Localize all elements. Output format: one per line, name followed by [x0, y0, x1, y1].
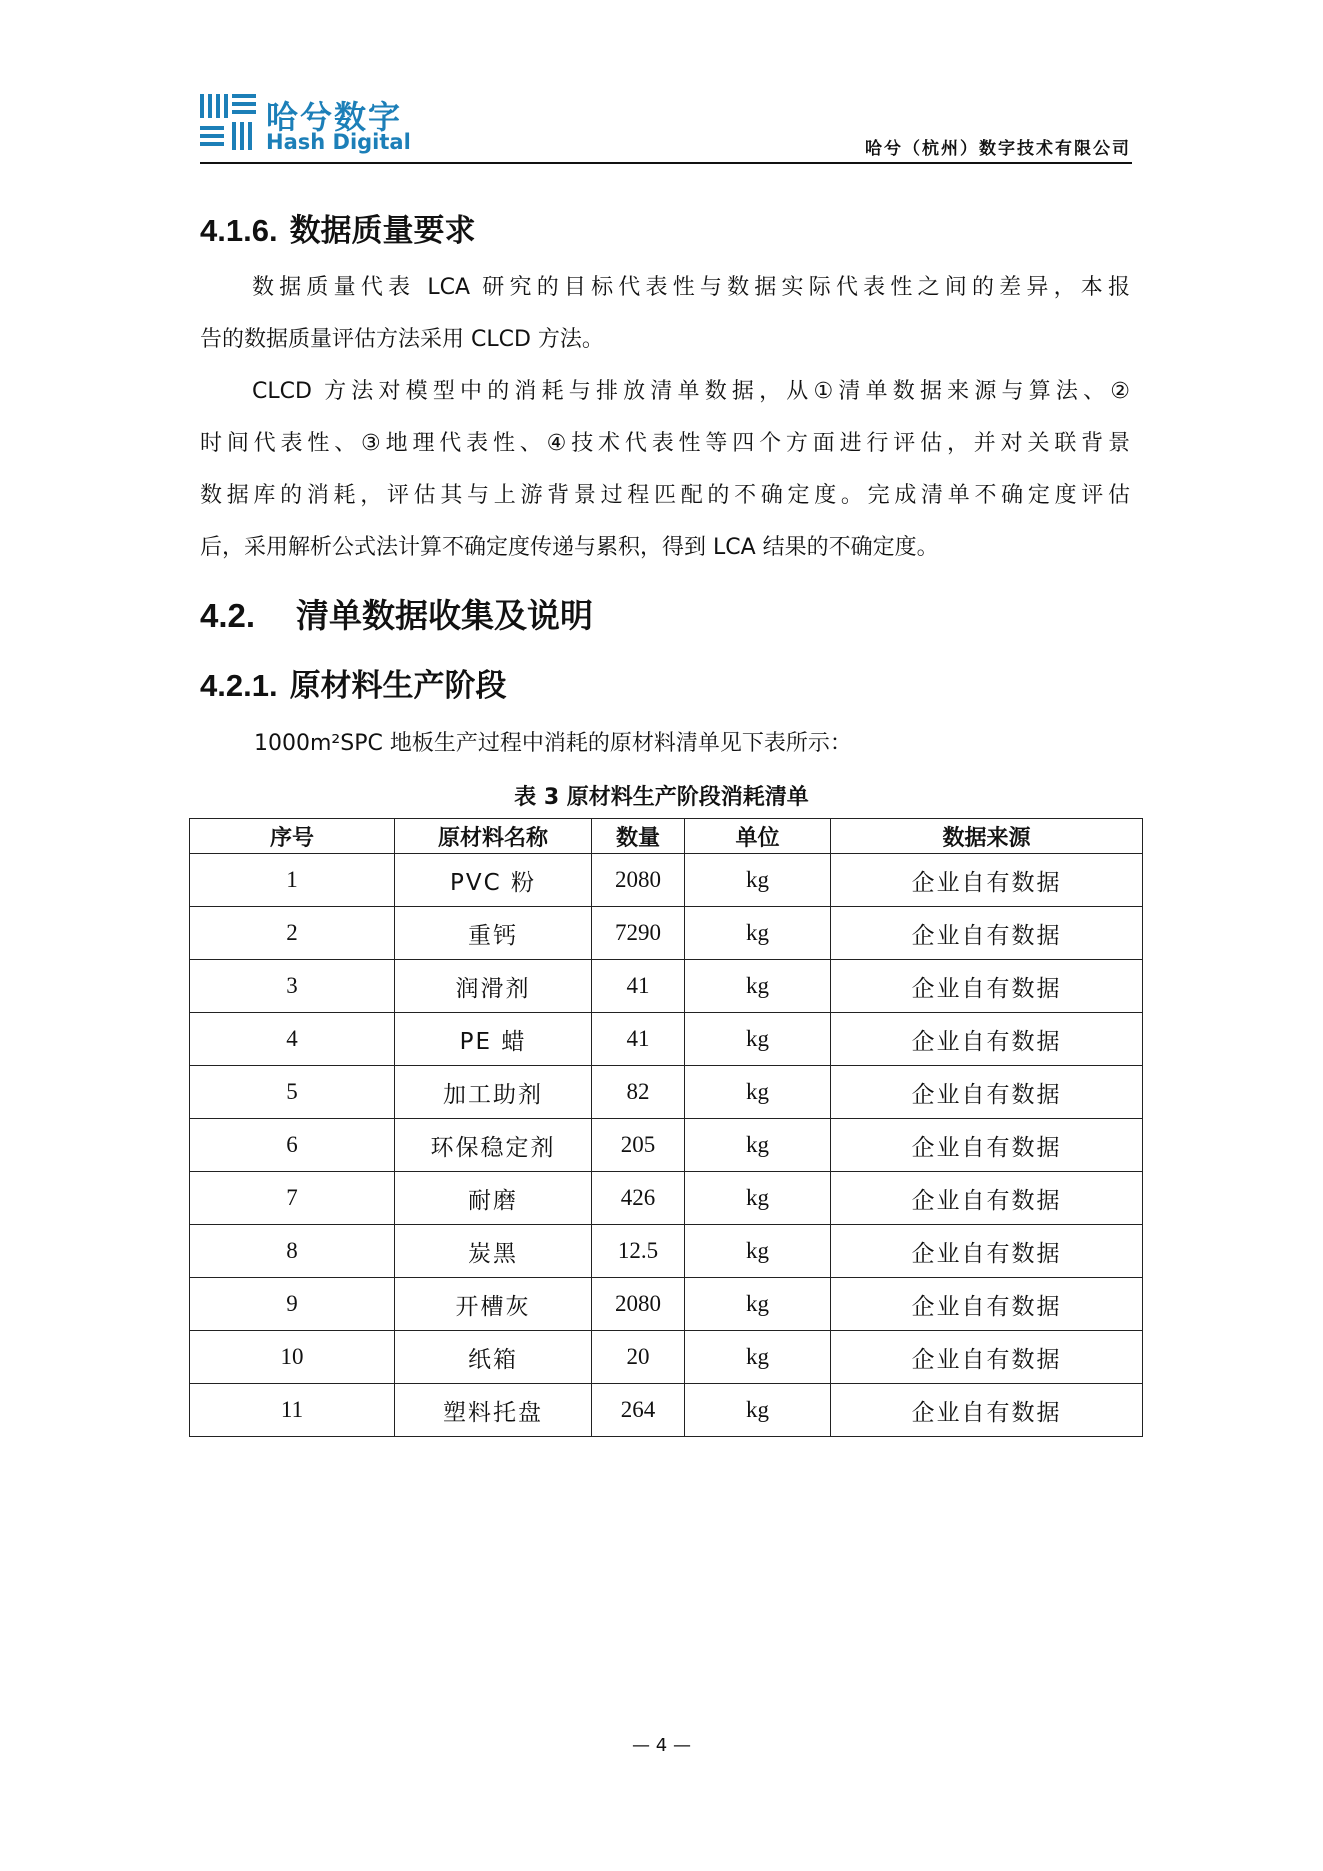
cell-unit: kg	[685, 1225, 831, 1278]
paragraph-data-quality-2	[200, 366, 1130, 574]
cell-quantity: 426	[592, 1172, 685, 1225]
cell-index: 3	[190, 960, 395, 1013]
heading-title: 数据质量要求	[289, 213, 476, 249]
cell-source: 企业自有数据	[831, 1172, 1143, 1225]
cell-index: 7	[190, 1172, 395, 1225]
cell-quantity: 41	[592, 960, 685, 1013]
cell-source: 企业自有数据	[831, 854, 1143, 907]
company-logo	[200, 92, 410, 154]
cell-material: PE 蜡	[395, 1013, 592, 1066]
cell-index: 11	[190, 1384, 395, 1437]
cell-material: 开槽灰	[395, 1278, 592, 1331]
paragraph-line: CLCD 方法对模型中的消耗与排放清单数据，从①清单数据来源与算法、②	[252, 379, 1130, 404]
cell-source: 企业自有数据	[831, 1384, 1143, 1437]
heading-title: 原材料生产阶段	[289, 668, 507, 704]
heading-4-2-1	[200, 660, 507, 705]
table-caption: 表 3 原材料生产阶段消耗清单	[514, 785, 809, 810]
cell-quantity: 2080	[592, 854, 685, 907]
paragraph-line: 告的数据质量评估方法采用 CLCD 方法。	[200, 327, 604, 352]
logo-english-name: Hash Digital	[266, 130, 411, 154]
table-row	[190, 1013, 1143, 1066]
heading-4-1-6	[200, 205, 476, 250]
cell-source: 企业自有数据	[831, 1119, 1143, 1172]
cell-source: 企业自有数据	[831, 1278, 1143, 1331]
header-company-name: 哈兮（杭州）数字技术有限公司	[865, 139, 1131, 159]
paragraph-data-quality-1	[200, 262, 1130, 366]
cell-unit: kg	[685, 1278, 831, 1331]
cell-quantity: 2080	[592, 1278, 685, 1331]
raw-material-table	[189, 818, 1143, 1437]
heading-number: 4.2.	[200, 597, 256, 634]
cell-material: 重钙	[395, 907, 592, 960]
paragraph-line: 时间代表性、③地理代表性、④技术代表性等四个方面进行评估，并对关联背景	[200, 431, 1130, 456]
cell-quantity: 264	[592, 1384, 685, 1437]
cell-unit: kg	[685, 907, 831, 960]
cell-material: 炭黑	[395, 1225, 592, 1278]
table-row	[190, 1384, 1143, 1437]
cell-index: 10	[190, 1331, 395, 1384]
cell-index: 1	[190, 854, 395, 907]
cell-material: 纸箱	[395, 1331, 592, 1384]
cell-unit: kg	[685, 854, 831, 907]
cell-material: 润滑剂	[395, 960, 592, 1013]
cell-source: 企业自有数据	[831, 960, 1143, 1013]
header-cell-quantity: 数量	[592, 819, 685, 854]
header-cell-index: 序号	[190, 819, 395, 854]
table-row	[190, 1331, 1143, 1384]
cell-unit: kg	[685, 960, 831, 1013]
cell-index: 9	[190, 1278, 395, 1331]
cell-material: 加工助剂	[395, 1066, 592, 1119]
heading-title: 清单数据收集及说明	[296, 596, 593, 635]
cell-quantity: 20	[592, 1331, 685, 1384]
table-row	[190, 854, 1143, 907]
cell-index: 4	[190, 1013, 395, 1066]
table-row	[190, 1066, 1143, 1119]
cell-source: 企业自有数据	[831, 1331, 1143, 1384]
header-cell-material: 原材料名称	[395, 819, 592, 854]
header-divider	[200, 162, 1132, 164]
cell-quantity: 205	[592, 1119, 685, 1172]
header-cell-unit: 单位	[685, 819, 831, 854]
cell-source: 企业自有数据	[831, 1066, 1143, 1119]
cell-unit: kg	[685, 1066, 831, 1119]
cell-unit: kg	[685, 1013, 831, 1066]
cell-quantity: 12.5	[592, 1225, 685, 1278]
cell-quantity: 41	[592, 1013, 685, 1066]
table-header-row	[190, 819, 1143, 854]
table-row	[190, 907, 1143, 960]
cell-material: 塑料托盘	[395, 1384, 592, 1437]
table-row	[190, 1225, 1143, 1278]
cell-unit: kg	[685, 1172, 831, 1225]
cell-index: 5	[190, 1066, 395, 1119]
cell-unit: kg	[685, 1119, 831, 1172]
heading-number: 4.1.6.	[200, 213, 278, 248]
cell-unit: kg	[685, 1384, 831, 1437]
cell-quantity: 7290	[592, 907, 685, 960]
hash-digital-logo-icon	[200, 94, 256, 150]
cell-unit: kg	[685, 1331, 831, 1384]
cell-source: 企业自有数据	[831, 1013, 1143, 1066]
cell-index: 2	[190, 907, 395, 960]
cell-material: 耐磨	[395, 1172, 592, 1225]
table-row	[190, 960, 1143, 1013]
table-intro-text: 1000m²SPC 地板生产过程中消耗的原材料清单见下表所示：	[254, 731, 852, 756]
table-row	[190, 1278, 1143, 1331]
cell-material: 环保稳定剂	[395, 1119, 592, 1172]
cell-index: 6	[190, 1119, 395, 1172]
header-cell-source: 数据来源	[831, 819, 1143, 854]
logo-chinese-name: 哈兮数字	[266, 98, 403, 136]
table-row	[190, 1119, 1143, 1172]
paragraph-line: 后，采用解析公式法计算不确定度传递与累积，得到 LCA 结果的不确定度。	[200, 535, 939, 560]
heading-number: 4.2.1.	[200, 668, 278, 703]
paragraph-line: 数据质量代表 LCA 研究的目标代表性与数据实际代表性之间的差异，本报	[252, 275, 1130, 300]
paragraph-line: 数据库的消耗，评估其与上游背景过程匹配的不确定度。完成清单不确定度评估	[200, 483, 1130, 508]
table-row	[190, 1172, 1143, 1225]
cell-material: PVC 粉	[395, 854, 592, 907]
page-number: — 4 —	[632, 1735, 691, 1756]
cell-quantity: 82	[592, 1066, 685, 1119]
cell-source: 企业自有数据	[831, 1225, 1143, 1278]
heading-4-2	[200, 590, 593, 637]
cell-index: 8	[190, 1225, 395, 1278]
cell-source: 企业自有数据	[831, 907, 1143, 960]
